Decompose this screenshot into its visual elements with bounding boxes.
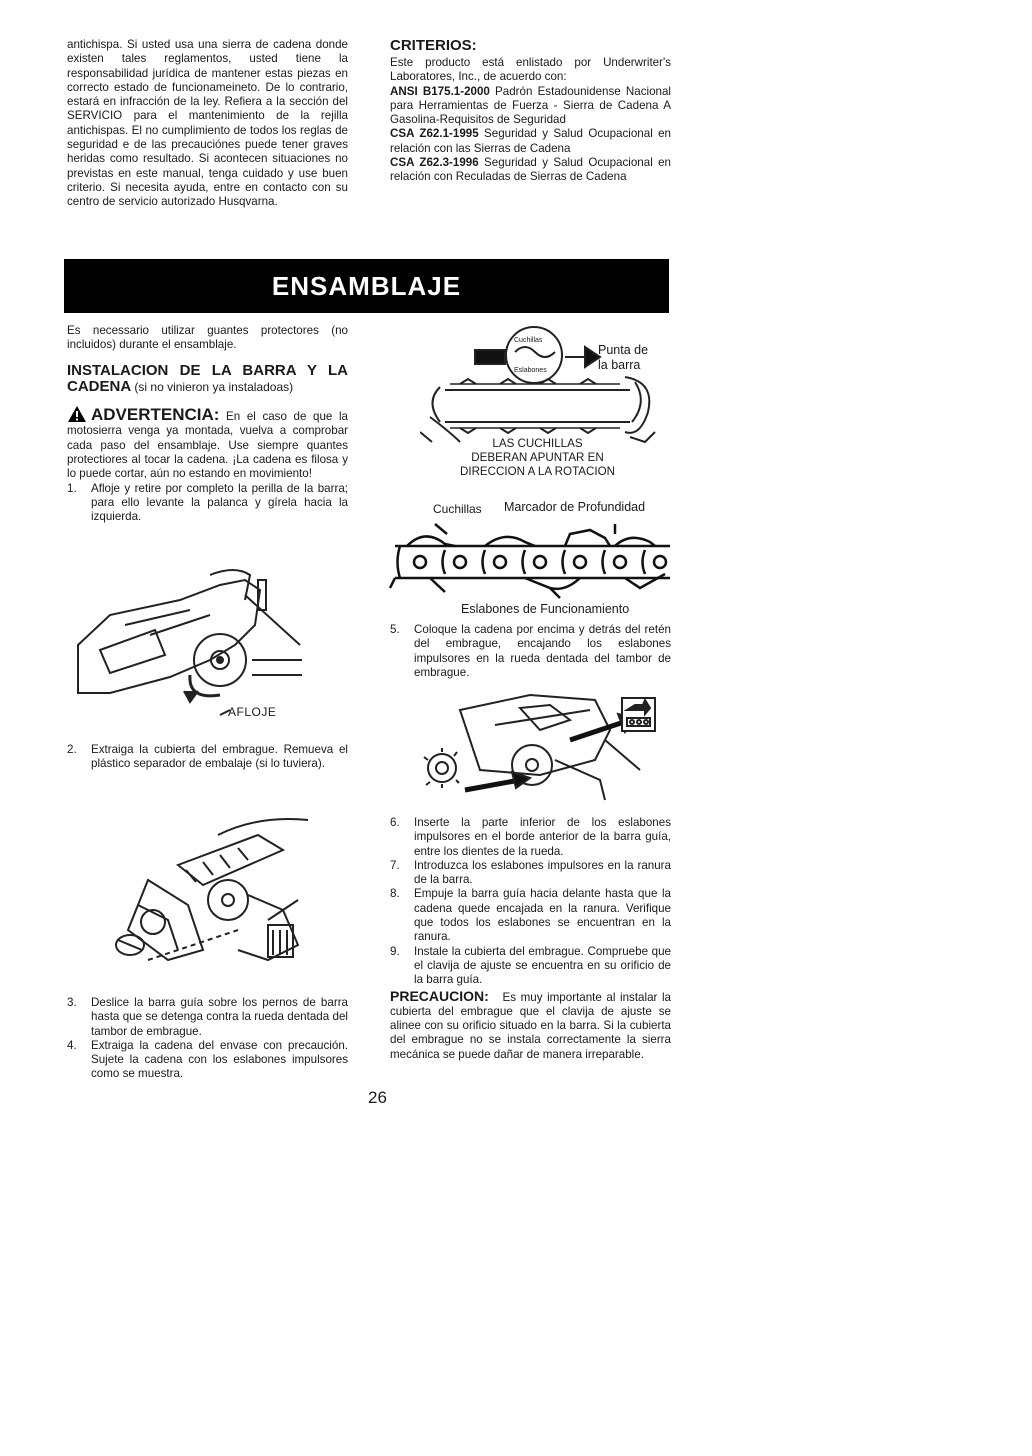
saw-body-illustration [70,565,310,725]
step-5-block [390,623,671,680]
step-item [67,996,348,1039]
warning-icon [67,405,87,423]
afloje-label: AFLOJE [228,705,277,719]
criterios-item [390,85,671,128]
precaucion-title: PRECAUCION: [390,987,489,1004]
cuchillas-label: Cuchillas [433,502,482,516]
bar-tip-line-2: la barra [598,358,641,372]
steps-list [67,482,348,525]
caption-line-1: LAS CUCHILLAS [492,437,583,450]
clutch-sprocket-illustration [420,690,665,810]
chain-loop-illustration [420,322,675,447]
steps-6-9-block [390,816,671,1062]
section-banner: ENSAMBLAJE [64,259,669,313]
criterios-text: Seguridad y Salud Ocupacional en relación con Reculadas de Sierras de Cadena [390,156,671,184]
figure-chain-parts [385,498,675,620]
intro-continued-paragraph [67,38,348,210]
step-text: Extraiga la cubierta del embrague. Remueva el plástico separador de embalaje (si lo tuviera). [91,743,348,771]
step-text: Coloque la cadena por encima y detrás del retén del embrague, encajando los eslabones impulsores en la rueda dentada del tambor de embrague. [414,623,671,679]
warning-block [67,405,348,481]
step-text: Deslice la barra guía sobre los pernos de barra hasta que se detenga contra la rueda dentada del tambor de embrague. [91,996,348,1038]
step-number: 6. [390,816,400,829]
step-item [67,743,348,772]
step-item [390,859,671,888]
criterios-item [390,156,671,185]
step-item [67,482,348,525]
criterios-code: ANSI B175.1-2000 [390,84,490,98]
step-item [67,1039,348,1082]
warning-text: En el caso de que la motosierra venga ya montada, vuelva a comprobar cada paso del ensamblaje. Use siempre quantes protectiores al tocar la cadena. ¡La cadena es filosa y lo puede cortar, aún no estando en movimiento! [67,410,348,481]
left-column [67,324,348,525]
steps-list [390,816,671,988]
criterios-code: CSA Z62.3-1996 [390,156,479,170]
step-item [390,887,671,944]
chain-direction-caption [420,437,655,479]
criterios-section [390,38,671,185]
top-left-text: antichispa. Si usted usa una sierra de cadena donde existen tales reglamentos, usted tiene la responsabilidad jurídica de mantener estas piezas en correcto estado de funcionameineto. De lo contrario, estará en infracción de la ley. Refiera a la sección del SERVICIO para el mantenimiento de la rejilla antichispas. El no cumplimiento de todos los reglas de seguridad e de las precauciónes puede tener graves heridas como resultado. Si acontecen situaciones no previstas en este manual, tenga cuidado y use buen criterio. Si necesita ayuda, entre en contacto con su centro de servicio autorizado Husqvarna. [67,38,348,209]
step-text: Inserte la parte inferior de los eslabones impulsores en el borde anterior de la barra guía, entre los dientes de la rueda. [414,816,671,858]
badge-bottom-label: Eslabones [514,367,547,374]
step-number: 9. [390,944,400,958]
section-heading [67,363,348,396]
step-number: 5. [390,623,400,636]
eslabones-label: Eslabones de Funcionamiento [461,602,630,616]
step-number: 3. [67,996,77,1009]
step-text: Empuje la barra guía hacia delante hasta que la cadena quede encajada en la ranura. Verifique que todos los eslabones se encuentran en la ranura. [414,887,671,944]
precaucion-text: Es muy importante al instalar la cubierta del embrague que el clavija de ajuste se alinee con su orificio situado en la barra. Si la cubierta del embrague no se instala correctamente la sierra mecánica se puede dañar de manera irreparable. [390,990,671,1061]
criterios-code: CSA Z62.1-1995 [390,127,479,141]
criterios-intro: Este producto está enlistado por Underwriter's Laboratores, Inc., de acuerdo con: [390,56,671,84]
step-number: 2. [67,743,77,756]
chain-links-illustration [385,516,675,601]
step-text: Afloje y retire por completo la perilla de la barra; para ello levante la palanca y gírela hacia la izquierda. [91,481,348,524]
section-title: INSTALACION DE LA BARRA Y LA CADENA [67,361,348,395]
bar-tip-line-1: Punta de [598,343,649,357]
marcador-label: Marcador de Profundidad [504,500,646,514]
section-subtitle: (si no vinieron ya instaladoas) [134,379,294,394]
steps-3-4-block [67,996,348,1082]
step-text: Introduzca los eslabones impulsores en la ranura de la barra. [414,858,671,887]
step-text: Extraiga la cadena del envase con precaución. Sujete la cadena con los eslabones impulsores como se muestra. [91,1038,348,1081]
page-number: 26 [368,1088,387,1107]
step-number: 8. [390,887,400,901]
criterios-item [390,127,671,156]
criterios-text: Padrón Estadounidense Nacional para Herramientas de Fuerza - Sierra de Cadena A Gasolina-Requisitos de Seguridad [390,84,671,127]
step-item [390,945,671,988]
figure-clutch-sprocket [420,690,665,810]
step-item [390,816,671,859]
figure-clutch-cover [108,810,318,980]
criterios-title: CRITERIOS: [390,37,477,54]
badge-top-label: Cuchillas [514,337,543,344]
step-item [390,623,671,680]
bar-tip-label [598,343,648,373]
precaucion-block [390,989,671,1062]
steps-list [67,743,348,772]
step-number: 4. [67,1038,77,1052]
caption-line-3: DIRECCION A LA ROTACION [459,465,616,478]
gloves-note: Es necessario utilizar guantes protectores (no incluidos) durante el ensamblaje. [67,324,348,352]
warning-title: ADVERTENCIA: [91,405,220,425]
figure-loosen-knob [70,565,310,725]
step-2-block [67,743,348,772]
caption-line-2: DEBERAN APUNTAR EN [471,451,604,464]
figure-chain-direction [420,322,675,482]
step-text: Instale la cubierta del embrague. Compruebe que el clavija de ajuste se encuentra en su orificio de la barra guía. [414,944,671,987]
criterios-text: Seguridad y Salud Ocupacional en relación con las Sierras de Cadena [390,127,671,155]
step-number: 7. [390,858,400,872]
step-number: 1. [67,481,77,495]
clutch-cover-illustration [108,810,318,980]
steps-list [390,623,671,680]
steps-list [67,996,348,1082]
